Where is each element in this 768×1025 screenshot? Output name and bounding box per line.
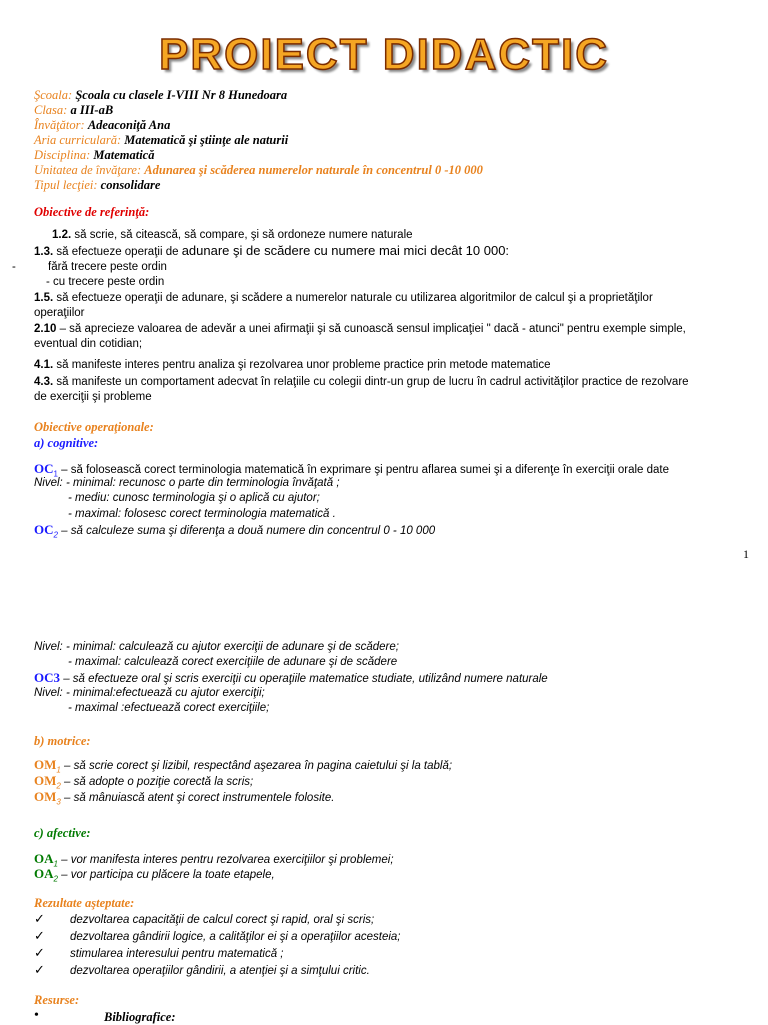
objective-text: – să efectueze oral şi scris exerciţii cu operaţiile matematice studiate, utilizând numere naturale [60,673,548,685]
resources-heading: Resurse: [34,993,80,1007]
oc3-line [34,670,548,687]
result-item: dezvoltarea capacităţii de calcul corect şi rapid, oral şi scris; [70,914,375,926]
nivel-1-c: - maximal: folosesc corect terminologia matematică . [68,508,336,520]
ref-objective-1-3 [34,243,509,260]
nivel-3-b: - maximal :efectuează corect exerciţiile; [68,702,270,714]
check-icon: ✓ [34,911,45,926]
oa2-line [34,866,275,886]
header-class [34,103,113,118]
document-title: PROIECT DIDACTIC [159,30,609,79]
oc-code-sub: 1 [53,469,58,479]
om3-line [34,789,334,809]
objective-text: să scrie, să citească, să compare, şi să ordoneze numere naturale [71,229,413,241]
ref-objective-1-3-b: - cu trecere peste ordin [46,276,165,288]
objective-number: 1.3. [34,246,54,258]
objective-text: – să adopte o poziţie corectă la scris; [60,776,254,788]
oa-code-sub: 2 [53,874,58,884]
ref-objective-1-3-a-text: fără trecere peste ordin [48,261,167,273]
nivel-3: Nivel: - minimal:efectuează cu ajutor exerciţii; [34,687,265,699]
ref-objectives-heading: Obiective de referinţă: [34,205,150,219]
header-value: Matematică [93,148,155,162]
objective-text: să efectueze operaţii de adunare, şi scădere a numerelor naturale cu utilizarea algoritmilor de calcul şi a proprietăţilor [53,292,653,304]
header-area [34,133,288,148]
header-label: Tipul lecţiei: [34,178,98,192]
oc2-line [34,522,435,542]
check-icon: ✓ [34,945,45,960]
objective-text: să manifeste un comportament adecvat în relaţiile cu colegii dintr-un grup de lucru în cadrul activităţilor practice de rezolvare [53,376,689,388]
header-value: Şcoala cu clasele I-VIII Nr 8 Hunedoara [75,88,288,102]
objective-number: 4.3. [34,376,54,388]
om-code-sub: 2 [56,781,61,791]
ref-objective-4-3 [34,375,689,390]
oa-code: OA [34,866,54,881]
ref-objective-1-5-cont: operaţiilor [34,307,85,319]
om-code-sub: 1 [56,765,61,775]
nivel-2-b: - maximal: calculează corect exerciţiile de adunare şi de scădere [68,656,398,668]
header-label: Unitatea de învăţare: [34,163,142,177]
ref-objective-1-2 [52,228,413,243]
objective-number: 1.2. [52,229,72,241]
ref-objective-1-5 [34,291,653,306]
objective-text: – să scrie corect şi lizibil, respectând aşezarea în pagina caietului şi la tablă; [60,760,453,772]
header-value: consolidare [100,178,161,192]
objective-text: – să mânuiască atent şi corect instrumentele folosite. [60,792,335,804]
header-lesson-type [34,178,160,193]
nivel-2: Nivel: - minimal: calculează cu ajutor exerciţii de adunare şi de scădere; [34,641,399,653]
check-icon: ✓ [34,962,45,977]
result-item: dezvoltarea gândirii logice, a calităţilor ei şi a operaţiilor acesteia; [70,931,401,943]
objective-text: să manifeste interes pentru analiza şi rezolvarea unor probleme practice prin metode matematice [53,359,551,371]
ref-objective-2-10 [34,322,686,337]
result-item: dezvoltarea operaţiilor gândirii, a atenţiei şi a simţului critic. [70,965,370,977]
bibliography-label: Bibliografice: [104,1010,176,1024]
oc-code: OC [34,461,54,476]
header-school [34,88,287,103]
objective-number: 4.1. [34,359,54,371]
oc-code: OC [34,522,54,537]
om-code: OM [34,773,57,788]
oa-code-sub: 1 [53,859,58,869]
header-label: Şcoala: [34,88,73,102]
ref-objective-2-10-cont: eventual din cotidian; [34,338,143,350]
om-code: OM [34,789,57,804]
oc-code: OC3 [34,670,60,685]
header-label: Aria curriculară: [34,133,122,147]
page-number: 1 [743,547,749,561]
objective-text: – să folosească corect terminologia matematică în exprimare şi pentru aflarea sumei şi a diferenţe în exerciţii orale date [57,464,670,476]
header-label: Disciplina: [34,148,91,162]
header-label: Învăţător: [34,118,85,132]
ref-objective-4-1 [34,358,551,373]
nivel-1: Nivel: - minimal: recunosc o parte din terminologia învăţată ; [34,477,340,489]
objective-text: – să aprecieze valoarea de adevăr a unei afirmaţii şi să cunoască sensul implicaţiei " dacă - atunci" pentru exemple simple, [56,323,686,335]
affective-heading: c) afective: [34,826,91,840]
dash-marker: - [12,261,16,273]
om-code-sub: 3 [56,797,61,807]
ref-objective-1-3-a [12,260,16,275]
header-value: Adunarea şi scăderea numerelor naturale în concentrul 0 -10 000 [144,163,483,177]
oc-code-sub: 2 [53,530,58,540]
objective-text: – să calculeze suma şi diferenţa a două numere din concentrul 0 - 10 000 [57,525,436,537]
cognitive-heading: a) cognitive: [34,436,99,450]
header-teacher [34,118,170,133]
bullet-icon: • [34,1008,39,1023]
header-value: Adeaconiţă Ana [87,118,171,132]
header-unit [34,163,483,178]
op-objectives-heading: Obiective operaţionale: [34,420,154,434]
header-discipline [34,148,154,163]
objective-number: 1.5. [34,292,54,304]
ref-objective-4-3-cont: de exerciţii şi probleme [34,391,152,403]
objective-text: să efectueze operaţii de [53,246,182,258]
header-value: a III-aB [70,103,114,117]
objective-number: 2.10 [34,323,57,335]
header-value: Matematică şi ştiinţe ale naturii [124,133,289,147]
motor-heading: b) motrice: [34,734,91,748]
result-item: stimularea interesului pentru matematică ; [70,948,284,960]
objective-text-large: adunare şi de scădere cu numere mai mici decât 10 000: [181,243,510,258]
om-code: OM [34,757,57,772]
header-label: Clasa: [34,103,68,117]
oa-code: OA [34,851,54,866]
results-heading: Rezultate aşteptate: [34,896,135,910]
nivel-1-b: - mediu: cunosc terminologia şi o aplică cu ajutor; [68,492,320,504]
check-icon: ✓ [34,928,45,943]
objective-text: – vor manifesta interes pentru rezolvarea exerciţiilor şi problemei; [57,854,394,866]
objective-text: – vor participa cu plăcere la toate etapele, [57,869,275,881]
